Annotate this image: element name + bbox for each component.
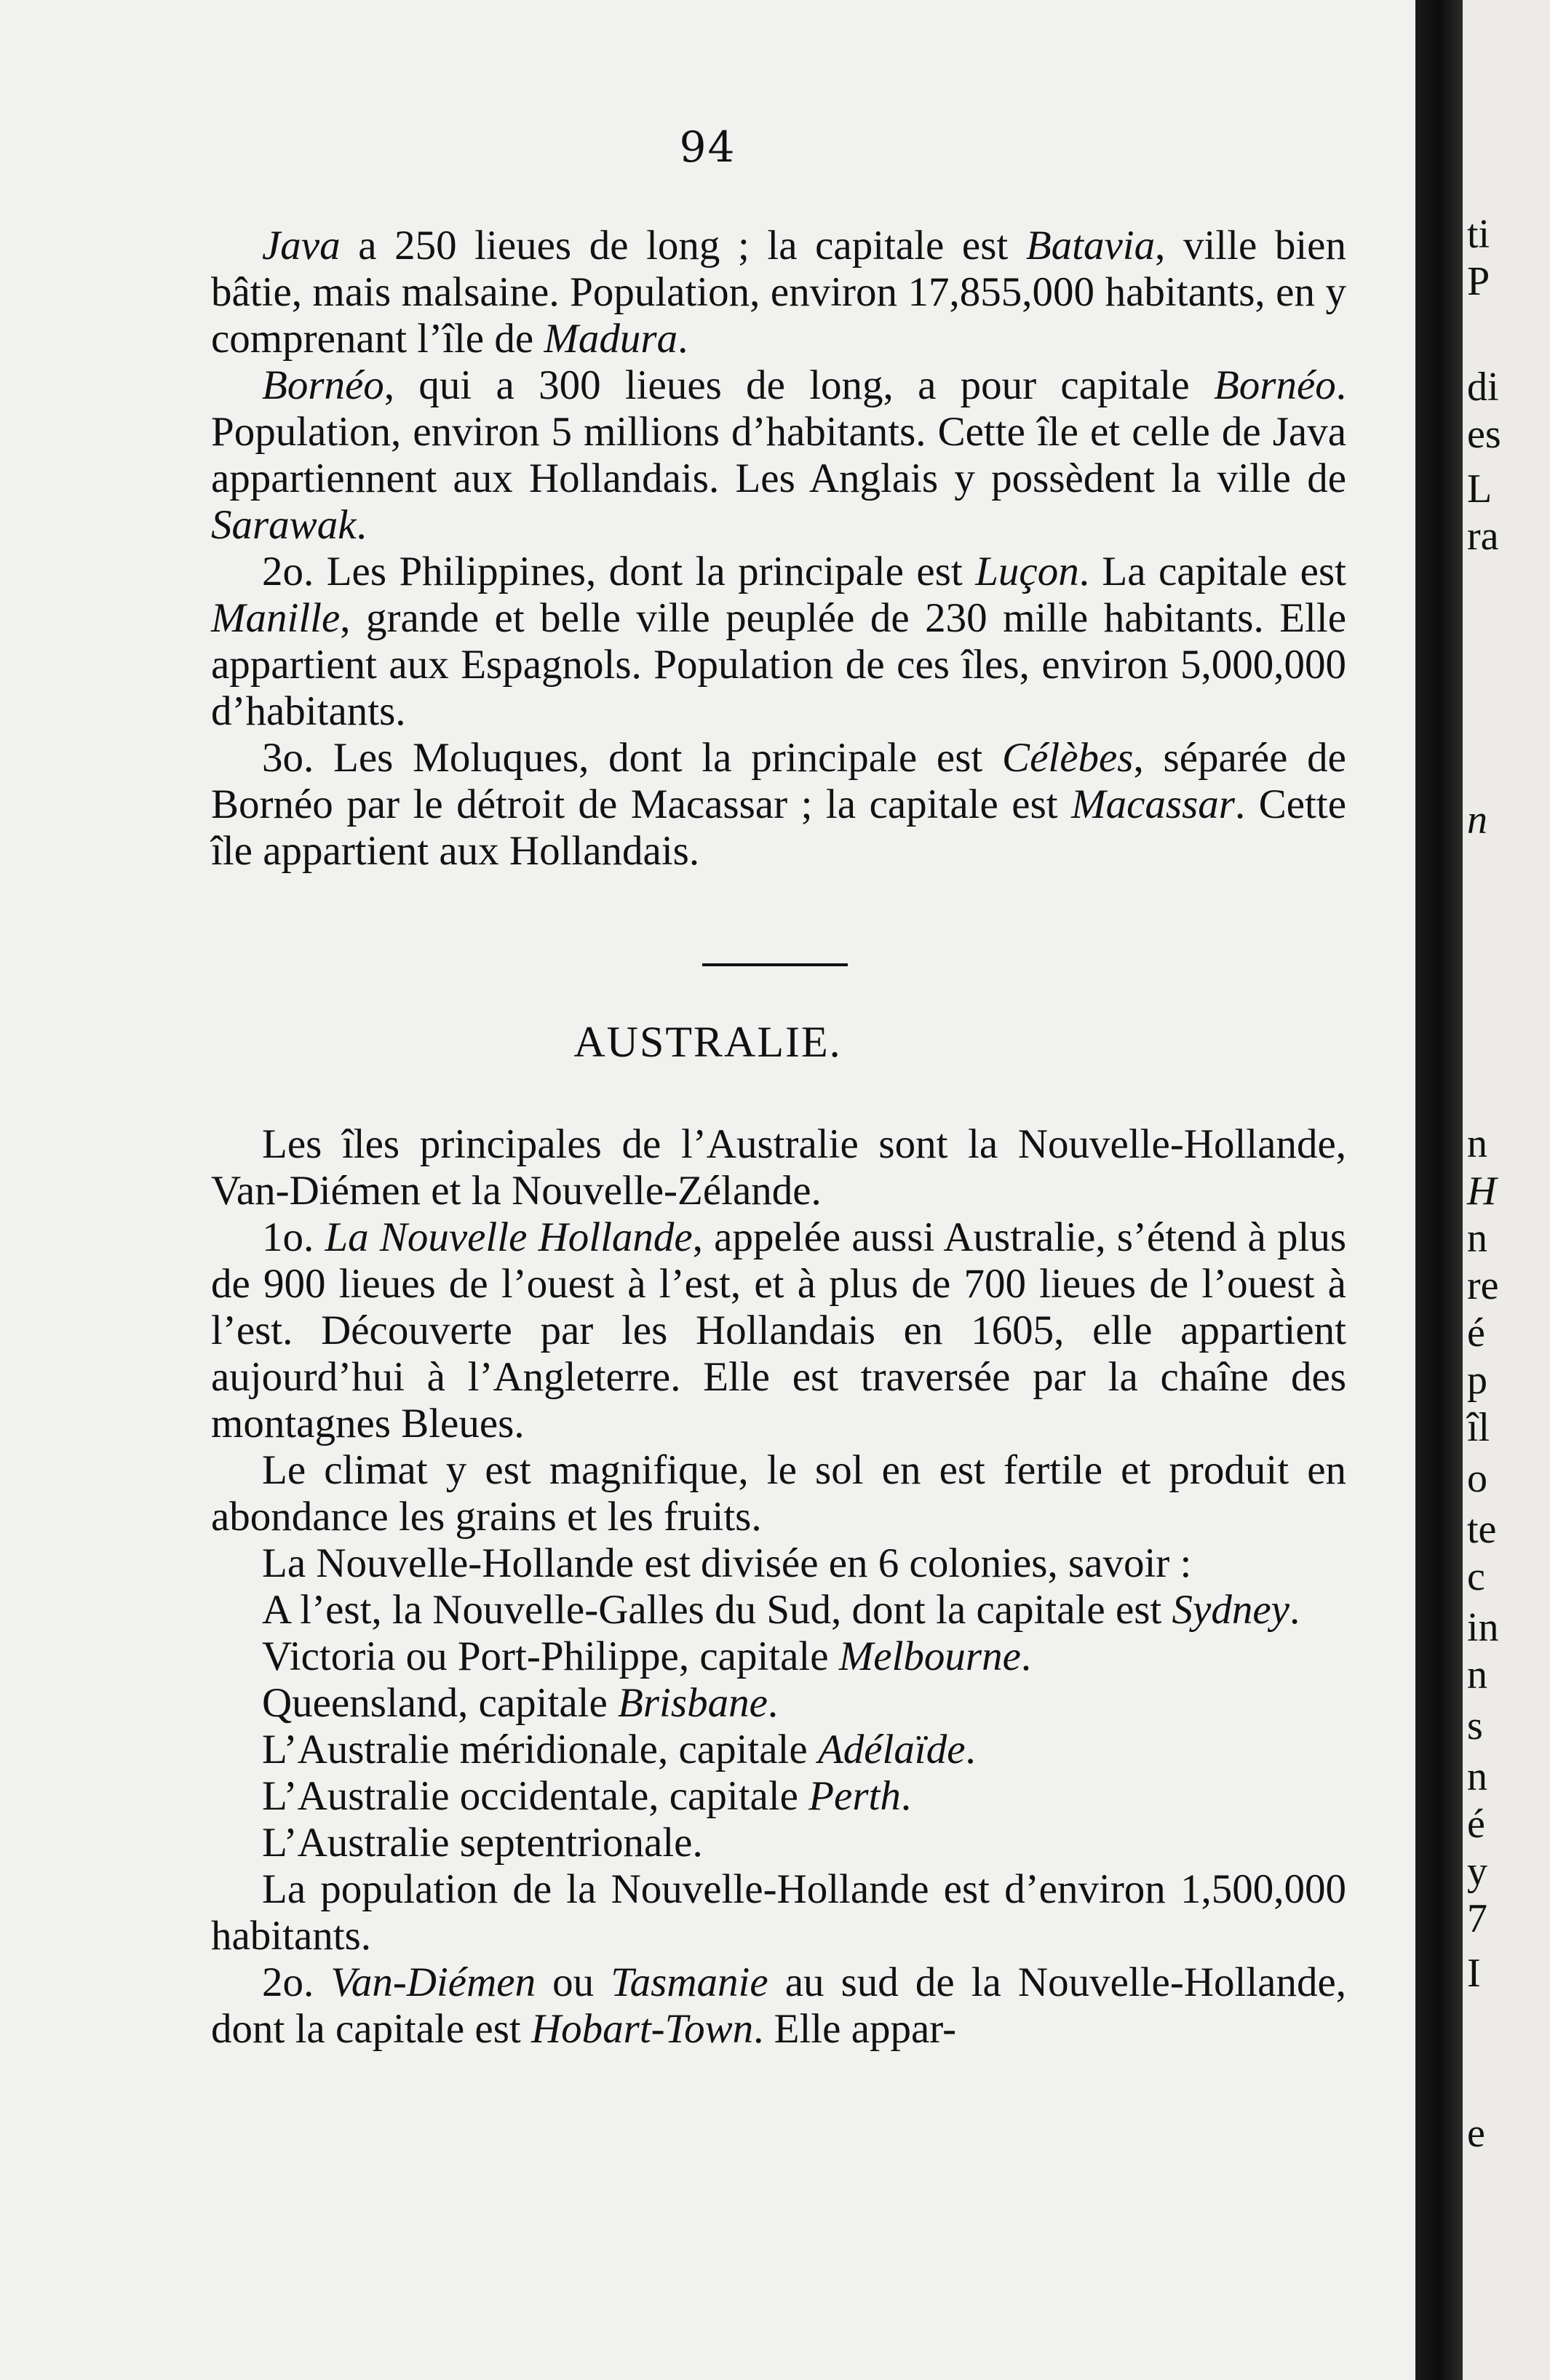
text-run: .	[900, 1773, 912, 1819]
paragraph	[211, 1121, 1346, 1214]
italic-run: Batavia	[1025, 223, 1156, 268]
section-text-indonesia	[211, 223, 1346, 875]
text-run: .	[1020, 1633, 1032, 1679]
page-number: 94	[679, 122, 736, 172]
adjacent-page-fragment: in	[1467, 1605, 1499, 1650]
text-run: . Cette île appartient aux Hollandais.	[211, 781, 1347, 874]
text-run: , appelée aussi Australie, s’étend à plus de 900 lieues de l’ouest à l’est, et à plus de 700 lieues de l’ouest à l’est. Découverte par les Hollandais en 1605, elle appartient aujourd’hui à l’Angleterre. Elle est traversée par la chaîne des montagnes Bleues.	[211, 1214, 1347, 1446]
paragraph	[211, 1820, 1346, 1866]
italic-run: Sydney	[1172, 1587, 1289, 1633]
paragraph	[211, 1773, 1346, 1820]
adjacent-page-fragment: P	[1467, 259, 1490, 304]
text-run: L’Australie méridionale, capitale	[262, 1727, 818, 1772]
paragraph	[211, 1587, 1346, 1633]
adjacent-page-fragment: ra	[1467, 514, 1499, 559]
italic-run: Bornéo	[262, 362, 384, 408]
italic-run: Adélaïde	[817, 1727, 966, 1772]
paragraph	[211, 1866, 1346, 1959]
text-run: L’Australie septentrionale.	[262, 1820, 703, 1866]
text-run: ou	[536, 1959, 611, 2005]
text-run: , séparée de Bornéo par le détroit de Macassar ; la capitale est	[211, 735, 1346, 827]
italic-run: Brisbane	[618, 1680, 768, 1726]
text-run: 2o. Les Philippines, dont la principale est	[262, 549, 976, 594]
text-run: .	[965, 1727, 976, 1772]
italic-run: Manille	[211, 595, 341, 641]
adjacent-page-fragment: é	[1467, 1310, 1485, 1356]
adjacent-page-fragment: îl	[1467, 1405, 1490, 1450]
italic-run: Sarawak	[211, 502, 357, 548]
text-run: Les îles principales de l’Australie sont la Nouvelle-Hollande, Van-Diémen et la Nouvelle-Zélande.	[211, 1121, 1346, 1214]
adjacent-page-fragment: o	[1467, 1456, 1487, 1501]
text-run: . La capitale est	[1078, 549, 1346, 594]
adjacent-page-fragment: L	[1467, 466, 1493, 512]
adjacent-page-fragment: n	[1467, 797, 1487, 843]
italic-run: Melbourne	[838, 1633, 1021, 1679]
adjacent-page-fragment: é	[1467, 1802, 1485, 1847]
italic-run: Java	[262, 223, 341, 268]
italic-run: Van-Diémen	[330, 1959, 536, 2005]
text-run: . Population, environ 5 millions d’habitants. Cette île et celle de Java appartiennent aux Hollandais. Les Anglais y possèdent la ville de	[211, 362, 1346, 501]
text-run: , grande et belle ville peuplée de 230 mille habitants. Elle appartient aux Espagnols. Population de ces îles, environ 5,000,000 d’habitants.	[211, 595, 1346, 734]
italic-run: Hobart-Town	[531, 2006, 754, 2052]
text-run: au sud de la Nouvelle-Hollande, dont la capitale est	[211, 1959, 1347, 2052]
adjacent-page-fragment: I	[1467, 1951, 1481, 1996]
paragraph	[211, 1633, 1346, 1680]
paragraph	[211, 362, 1346, 549]
adjacent-page-fragment: n	[1467, 1216, 1487, 1261]
text-run: .	[677, 316, 688, 362]
adjacent-page-fragment: n	[1467, 1121, 1487, 1166]
section-text-australia	[211, 1121, 1346, 2053]
text-run: Le climat y est magnifique, le sol en est fertile et produit en abondance les grains et les fruits.	[211, 1447, 1346, 1540]
italic-run: Célèbes	[1002, 735, 1134, 781]
text-run: , qui a 300 lieues de long, a pour capitale	[383, 362, 1214, 408]
adjacent-page-fragment: 7	[1467, 1896, 1487, 1941]
text-run: La population de la Nouvelle-Hollande est d’environ 1,500,000 habitants.	[211, 1866, 1346, 1959]
adjacent-page-fragment: di	[1467, 365, 1499, 410]
adjacent-page-fragment: re	[1467, 1263, 1499, 1308]
text-run: .	[356, 502, 367, 548]
adjacent-page-fragment: s	[1467, 1703, 1483, 1748]
adjacent-page-fragment: ti	[1467, 212, 1490, 257]
text-run: . Elle appar-	[753, 2006, 957, 2052]
paragraph	[211, 1540, 1346, 1587]
paragraph	[211, 549, 1346, 735]
paragraph	[211, 1959, 1346, 2053]
adjacent-page-fragment: es	[1467, 412, 1501, 457]
adjacent-page-fragment: te	[1467, 1507, 1497, 1552]
paragraph	[211, 1447, 1346, 1540]
adjacent-page-fragment: n	[1467, 1754, 1487, 1799]
text-run: 3o. Les Moluques, dont la principale est	[262, 735, 1003, 781]
section-divider	[702, 963, 848, 966]
book-gutter	[1415, 0, 1463, 2380]
text-run: A l’est, la Nouvelle-Galles du Sud, dont la capitale est	[262, 1587, 1172, 1633]
italic-run: La Nouvelle Hollande	[325, 1214, 693, 1260]
paragraph	[211, 735, 1346, 875]
italic-run: Tasmanie	[611, 1959, 768, 2005]
adjacent-page-fragment: e	[1467, 2111, 1485, 2156]
italic-run: Madura	[544, 316, 678, 362]
text-run: L’Australie occidentale, capitale	[262, 1773, 809, 1819]
adjacent-page-fragment: p	[1467, 1358, 1487, 1403]
text-run: 1o.	[262, 1214, 325, 1260]
italic-run: Bornéo	[1213, 362, 1336, 408]
text-run: .	[767, 1680, 779, 1726]
paragraph	[211, 223, 1346, 362]
text-run: , ville bien bâtie, mais malsaine. Population, environ 17,855,000 habitants, en y comprenant l’île de	[211, 223, 1346, 362]
italic-run: Luçon	[975, 549, 1079, 594]
text-run: .	[1289, 1587, 1300, 1633]
italic-run: Macassar	[1071, 781, 1235, 827]
text-run: La Nouvelle-Hollande est divisée en 6 colonies, savoir :	[262, 1540, 1192, 1586]
adjacent-page-fragment: n	[1467, 1652, 1487, 1698]
text-run: Victoria ou Port-Philippe, capitale	[262, 1633, 839, 1679]
italic-run: Perth	[808, 1773, 901, 1819]
adjacent-page-fragment: y	[1467, 1849, 1487, 1894]
adjacent-page-edge	[1463, 0, 1550, 2380]
text-run: a 250 lieues de long ; la capitale est	[340, 223, 1026, 268]
paragraph	[211, 1727, 1346, 1773]
paragraph	[211, 1214, 1346, 1447]
text-run: 2o.	[262, 1959, 331, 2005]
section-heading: AUSTRALIE.	[573, 1018, 842, 1066]
adjacent-page-fragment: c	[1467, 1554, 1485, 1599]
text-run: Queensland, capitale	[262, 1680, 619, 1726]
paragraph	[211, 1680, 1346, 1727]
adjacent-page-fragment: H	[1467, 1169, 1497, 1214]
